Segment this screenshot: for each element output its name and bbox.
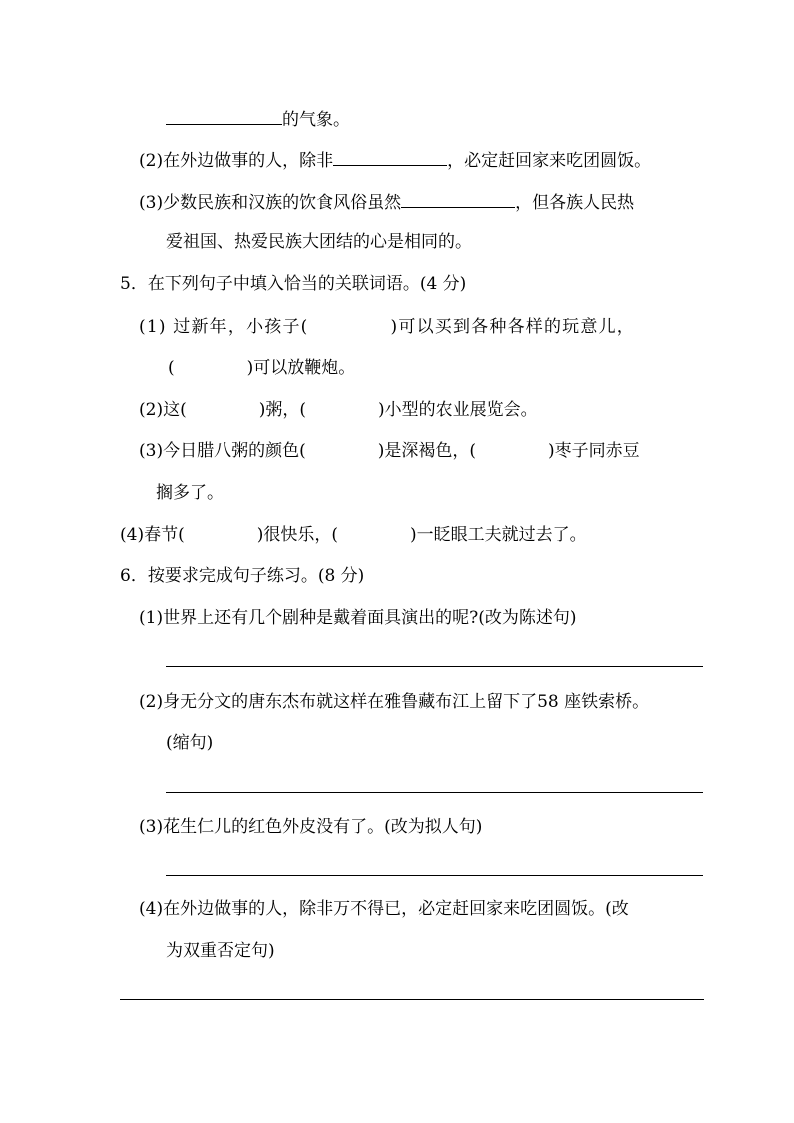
q6-item2-line — [139, 690, 649, 714]
q5-item3-line — [139, 439, 640, 463]
q6-item1-line — [139, 606, 576, 630]
q6-item4-line — [139, 897, 629, 921]
answer-blank[interactable] — [166, 106, 282, 125]
q4-item1-tail: 的气象。 — [282, 110, 350, 130]
answer-blank[interactable] — [401, 189, 515, 208]
q4-item3-text-b: ，但各族人民热 — [515, 193, 635, 213]
q5-item4-text-c: )一眨眼工夫就过去了。 — [409, 525, 587, 545]
q4-item2-text-a: (2)在外边做事的人，除非 — [139, 151, 334, 171]
q6-item3-line — [139, 815, 482, 839]
q5-item3-text-a: (3)今日腊八粥的颜色( — [139, 441, 306, 461]
q5-item2-line — [139, 398, 538, 422]
q6-title — [120, 564, 364, 588]
q5-item1-text-d: )可以放鞭炮。 — [246, 358, 356, 378]
q6-item4-text-a: (4)在外边做事的人，除非万不得已，必定赶回家来吃团圆饭。(改 — [139, 899, 629, 919]
q5-item4-text-a: (4)春节( — [120, 525, 185, 545]
q5-item2-text-c: )小型的农业展览会。 — [377, 400, 538, 420]
answer-blank[interactable] — [333, 147, 447, 166]
q4-item2-text-b: ，必定赶回家来吃团圆饭。 — [447, 151, 652, 171]
q6-item2-continuation — [166, 731, 213, 755]
q5-item3-text-d: 搁多了。 — [156, 483, 224, 503]
q6-item4-text-b: 为双重否定句) — [166, 941, 275, 961]
q5-title — [120, 272, 466, 296]
q5-item4-text-b: )很快乐，( — [256, 525, 338, 545]
q5-item1-continuation — [168, 356, 355, 380]
q6-item4-continuation — [166, 939, 275, 963]
q4-item2-line — [139, 147, 651, 171]
q4-item3-line — [139, 189, 634, 213]
q4-item3-text-a: (3)少数民族和汉族的饮食风俗虽然 — [139, 193, 402, 213]
q5-item2-text-b: )粥，( — [258, 400, 306, 420]
q6-title-text: 6．按要求完成句子练习。(8 分) — [120, 566, 365, 586]
q4-item1-line — [166, 106, 350, 130]
q5-item3-text-b: )是深褐色，( — [377, 441, 476, 461]
q6-item3-text: (3)花生仁儿的红色外皮没有了。(改为拟人句) — [139, 817, 483, 837]
q5-title-text: 5．在下列句子中填入恰当的关联词语。(4 分) — [120, 274, 467, 294]
q5-item1-text-a: (1) 过新年，小孩子( — [139, 317, 309, 337]
q5-item3-continuation — [156, 481, 224, 505]
answer-line[interactable] — [120, 999, 704, 1000]
q6-item2-text-a: (2)身无分文的唐东杰布就这样在雅鲁藏布江上留下了58 座铁索桥。 — [139, 692, 650, 712]
q5-item1-line — [139, 315, 635, 339]
q5-item1-text-b: )可以买到各种各样的玩意儿， — [390, 317, 635, 337]
q5-item2-text-a: (2)这( — [139, 400, 187, 420]
q6-item1-text: (1)世界上还有几个剧种是戴着面具演出的呢?(改为陈述句) — [139, 608, 577, 628]
q4-item3-text-c: 爱祖国、热爱民族大团结的心是相同的。 — [166, 232, 472, 252]
answer-line[interactable] — [166, 792, 703, 793]
answer-line[interactable] — [166, 875, 703, 876]
answer-line[interactable] — [166, 666, 703, 667]
q5-item3-text-c: )枣子同赤豆 — [547, 441, 640, 461]
q4-item3-continuation — [166, 230, 472, 254]
q6-item2-text-b: (缩句) — [166, 733, 214, 753]
q5-item4-line — [120, 523, 587, 547]
q5-item1-text-c: ( — [168, 358, 175, 378]
